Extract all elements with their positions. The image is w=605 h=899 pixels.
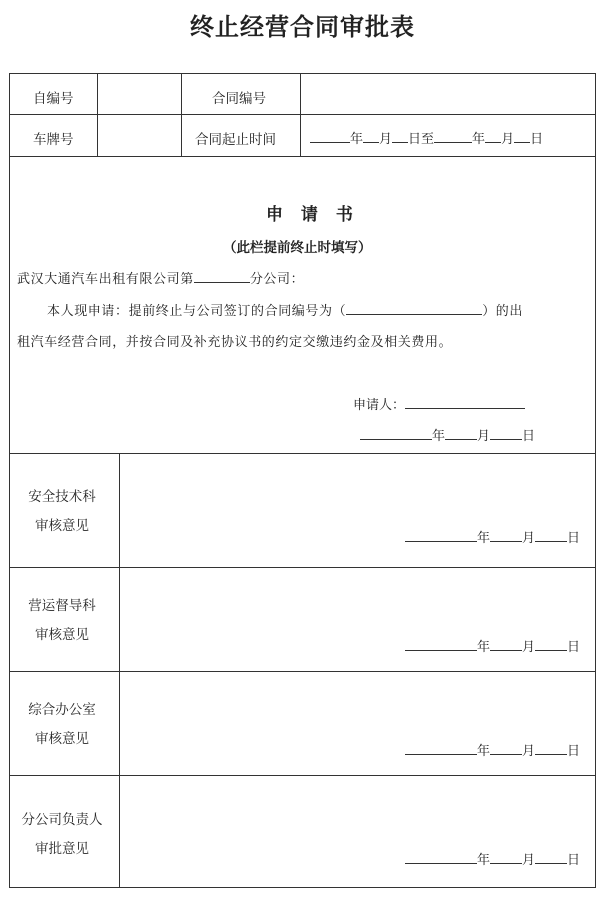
branch-number-field[interactable] [194,270,250,283]
date-month-field[interactable] [445,427,477,440]
addressee-suffix: 分公司： [249,272,305,287]
plate-number-label: 车牌号 [33,132,74,148]
addressee-line [17,268,304,287]
form-title: 终止经营合同审批表 [190,13,415,41]
review-field-safety[interactable] [120,454,595,566]
application-body-line1 [47,300,523,319]
contract-number-field[interactable] [301,74,595,114]
review-field-branch-head[interactable] [120,776,595,887]
plate-number-field[interactable] [98,115,180,155]
review-label-safety: 安全技术科 [28,489,96,505]
date-day-field[interactable] [490,427,522,440]
application-body-line2: 租汽车经营合同，并按合同及补充协议书的约定交缴违约金及相关费用。 [17,335,453,350]
application-heading: 申 请 书 [266,205,359,225]
divider [181,73,182,157]
review-label-office: 综合办公室 [28,702,96,718]
frame-left [9,73,10,888]
contract-period-field[interactable]: 年 月 日至 年 月 日 [310,128,543,147]
review-date-office: 年 月 日 [405,740,580,759]
contract-period-label: 合同起止时间 [195,132,276,148]
applicant-line [353,394,525,413]
application-note: （此栏提前终止时填写） [223,240,372,256]
review-date-branch-head: 年 月 日 [405,849,580,868]
review-label-operations: 营运督导科 [28,598,96,614]
contract-number-blank[interactable] [346,302,482,315]
review-label-safety-2: 审核意见 [35,518,89,534]
body-text-b: ）的出 [482,304,524,319]
date-year-field[interactable] [360,427,432,440]
frame-bottom [9,887,596,888]
contract-number-label: 合同编号 [212,91,266,107]
frame-right [595,73,596,888]
review-date-safety: 年 月 日 [405,527,580,546]
review-label-branch-head-2: 审批意见 [35,841,89,857]
body-text-a: 本人现申请：提前终止与公司签订的合同编号为（ [47,304,347,319]
application-date: 年 月 日 [360,425,535,444]
addressee-prefix: 武汉大通汽车出租有限公司第 [17,272,194,287]
review-label-office-2: 审核意见 [35,731,89,747]
self-number-label: 自编号 [33,91,74,107]
applicant-label: 申请人： [353,398,406,413]
self-number-field[interactable] [98,74,180,114]
applicant-signature-field[interactable] [405,396,525,409]
review-date-operations: 年 月 日 [405,636,580,655]
review-label-branch-head: 分公司负责人 [21,812,103,828]
review-label-operations-2: 审核意见 [35,627,89,643]
